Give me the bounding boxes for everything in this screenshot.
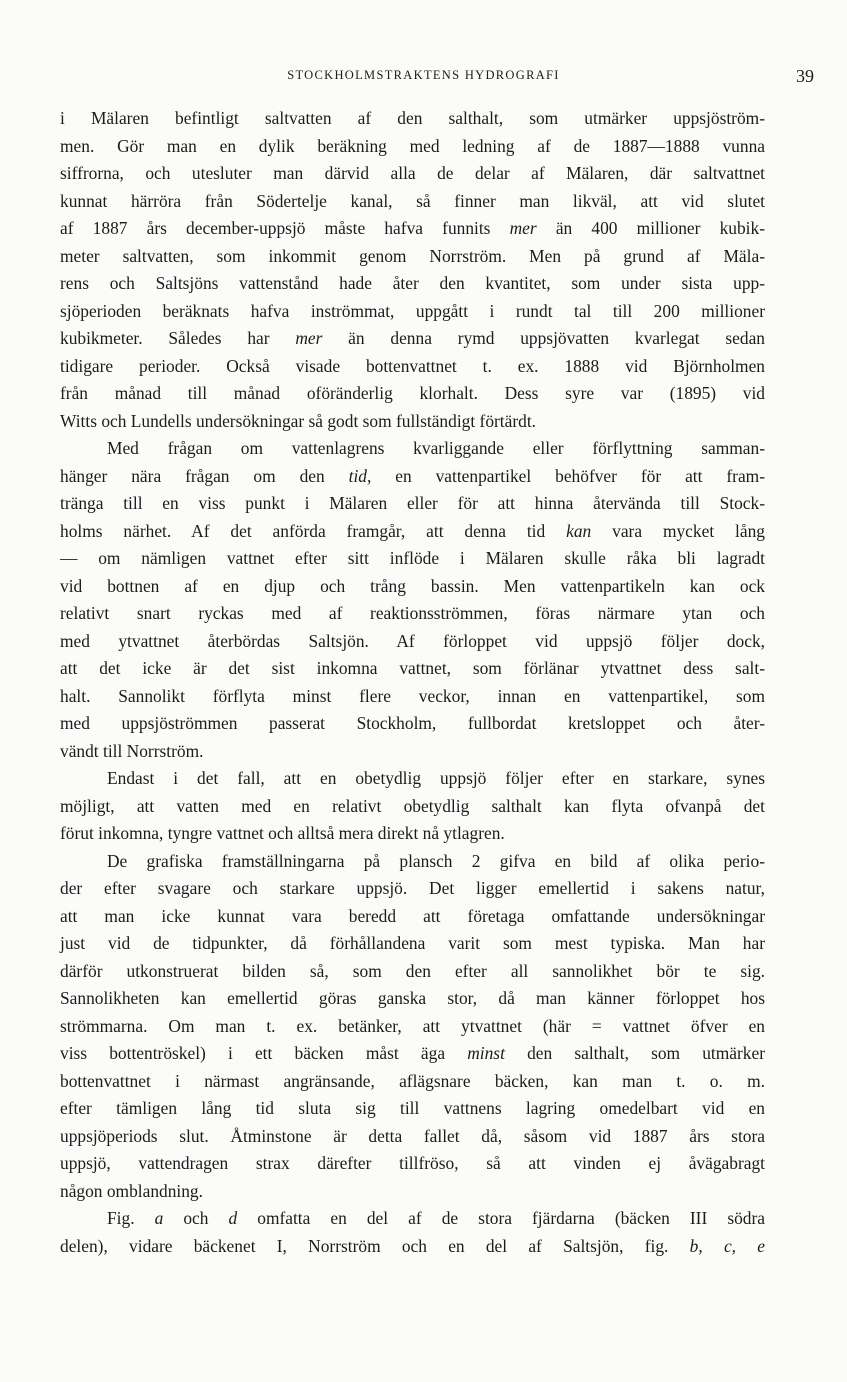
- text-line: [60, 683, 765, 711]
- text-line: [60, 545, 765, 573]
- italic-text: mer: [509, 218, 537, 238]
- text-line: [60, 875, 765, 903]
- text-segment: [736, 1236, 757, 1256]
- text-segment: hänger nära frågan om den: [60, 465, 349, 486]
- text-segment: meter saltvatten, som inkommit genom Norrström. Men på grund af Mäla-: [60, 245, 765, 266]
- text-line: [60, 160, 765, 188]
- text-segment: en vattenpartikel behöfver för att fram-: [371, 465, 765, 486]
- text-line: [60, 518, 765, 546]
- text-line: [60, 1150, 765, 1178]
- text-line: [60, 765, 765, 793]
- text-segment: Witts och Lundells undersökningar så godt som fullständigt förtärdt.: [60, 410, 537, 431]
- text-segment: [703, 1236, 724, 1256]
- text-segment: kunnat härröra från Södertelje kanal, så finner man likväl, att vid slutet: [60, 190, 765, 211]
- text-segment: förut inkomna, tyngre vattnet och alltså mera direkt nå ytlagren.: [60, 823, 505, 843]
- italic-text: tid,: [348, 465, 372, 486]
- italic-text: d: [228, 1208, 238, 1228]
- text-line: [60, 1205, 765, 1233]
- text-segment: bottenvattnet i närmast angränsande, aflägsnare bäcken, kan man t. o. m.: [60, 1070, 765, 1091]
- text-segment: vändt till Norrström.: [60, 740, 204, 761]
- text-segment: viss bottentröskel) i ett bäcken måst äga: [60, 1043, 468, 1063]
- italic-text: a: [154, 1208, 164, 1228]
- text-line: [60, 353, 765, 381]
- text-line: [60, 243, 765, 271]
- italic-text: c,: [723, 1235, 737, 1256]
- text-segment: — om nämligen vattnet efter sitt inflöde i Mälaren skulle råka bli lagradt: [60, 548, 765, 568]
- body-text: [60, 105, 765, 1260]
- text-segment: vid bottnen af en djup och trång bassin. Men vattenpartikeln kan ock: [60, 575, 765, 596]
- text-line: [60, 820, 765, 848]
- text-line: [60, 628, 765, 656]
- text-line: [60, 188, 765, 216]
- text-segment: och: [163, 1208, 229, 1228]
- text-line: [60, 1068, 765, 1096]
- italic-text: b,: [689, 1235, 703, 1256]
- text-segment: delen), vidare bäckenet I, Norrström och en del af Saltsjön, fig.: [60, 1235, 690, 1256]
- text-line: [60, 490, 765, 518]
- text-line: [60, 958, 765, 986]
- text-segment: Fig.: [107, 1208, 155, 1228]
- text-segment: holms närhet. Af det anförda framgår, att denna tid: [60, 520, 567, 541]
- text-segment: der efter svagare och starkare uppsjö. Det ligger emellertid i sakens natur,: [60, 878, 765, 898]
- text-line: [60, 463, 765, 491]
- text-segment: Sannolikheten kan emellertid göras ganska stor, då man känner förloppet hos: [60, 988, 765, 1008]
- italic-text: kan: [566, 520, 592, 541]
- text-segment: möjligt, att vatten med en relativt obetydlig salthalt kan flyta ofvanpå det: [60, 795, 765, 816]
- text-line: [60, 1123, 765, 1151]
- italic-text: e: [757, 1235, 765, 1256]
- text-segment: någon omblandning.: [60, 1180, 203, 1201]
- page-number: 39: [796, 66, 814, 86]
- text-line: [60, 1233, 765, 1261]
- text-line: [60, 1178, 765, 1206]
- text-segment: Endast i det fall, att en obetydlig uppsjö följer efter en starkare, synes: [107, 768, 765, 788]
- running-head: [60, 66, 814, 88]
- text-line: [60, 848, 765, 876]
- text-line: [60, 930, 765, 958]
- text-segment: uppsjö, vattendragen strax därefter tillfröso, så att vinden ej åvägabragt: [60, 1153, 765, 1173]
- text-segment: i Mälaren befintligt saltvatten af den salthalt, som utmärker uppsjöström-: [60, 108, 765, 128]
- text-segment: därför utkonstruerat bilden så, som den efter all sannolikhet bör te sig.: [60, 960, 765, 981]
- text-line: [60, 793, 765, 821]
- text-segment: strömmarna. Om man t. ex. betänker, att ytvattnet (här = vattnet öfver en: [60, 1015, 765, 1036]
- text-line: [60, 435, 765, 463]
- running-title: STOCKHOLMSTRAKTENS HYDROGRAFI: [287, 68, 560, 82]
- text-segment: af 1887 års december-uppsjö måste hafva funnits: [60, 218, 510, 238]
- text-line: [60, 298, 765, 326]
- text-line: [60, 380, 765, 408]
- text-segment: sjöperioden beräknats hafva inströmmat, uppgått i rundt tal till 200 millioner: [60, 300, 765, 321]
- text-line: [60, 1040, 765, 1068]
- text-segment: relativt snart ryckas med af reaktionsströmmen, föras närmare ytan och: [60, 603, 765, 623]
- italic-text: minst: [467, 1043, 505, 1063]
- text-line: [60, 408, 765, 436]
- text-segment: Med frågan om vattenlagrens kvarliggande eller förflyttning samman-: [107, 438, 765, 458]
- text-segment: uppsjöperiods slut. Åtminstone är detta fallet då, såsom vid 1887 års stora: [60, 1125, 765, 1146]
- text-line: [60, 1013, 765, 1041]
- text-segment: att man icke kunnat vara beredd att företaga omfattande undersökningar: [60, 905, 765, 926]
- text-line: [60, 655, 765, 683]
- text-line: [60, 1095, 765, 1123]
- text-segment: halt. Sannolikt förflyta minst flere veckor, innan en vattenpartikel, som: [60, 685, 765, 706]
- text-segment: kubikmeter. Således har: [60, 328, 296, 348]
- text-segment: vara mycket lång: [591, 520, 765, 541]
- text-line: [60, 270, 765, 298]
- text-line: [60, 105, 765, 133]
- text-line: [60, 738, 765, 766]
- text-segment: med uppsjöströmmen passerat Stockholm, fullbordat kretsloppet och åter-: [60, 713, 765, 733]
- text-segment: tränga till en viss punkt i Mälaren eller för att hinna återvända till Stock-: [60, 493, 765, 513]
- text-segment: efter tämligen lång tid sluta sig till vattnens lagring omedelbart vid en: [60, 1098, 765, 1118]
- text-segment: siffrorna, och utesluter man därvid alla de delar af Mälaren, där saltvattnet: [60, 163, 765, 183]
- text-segment: den salthalt, som utmärker: [504, 1043, 765, 1063]
- text-segment: omfatta en del af de stora fjärdarna (bäcken III södra: [237, 1208, 765, 1228]
- text-line: [60, 573, 765, 601]
- text-line: [60, 985, 765, 1013]
- text-segment: rens och Saltsjöns vattenstånd hade åter den kvantitet, som under sista upp-: [60, 273, 765, 293]
- text-line: [60, 325, 765, 353]
- text-line: [60, 710, 765, 738]
- text-segment: tidigare perioder. Också visade bottenvattnet t. ex. 1888 vid Björnholmen: [60, 355, 765, 376]
- text-line: [60, 215, 765, 243]
- text-segment: De grafiska framställningarna på plansch 2 gifva en bild af olika perio-: [107, 850, 765, 871]
- text-segment: att det icke är det sist inkomna vattnet, som förlänar ytvattnet dess salt-: [60, 658, 765, 678]
- text-line: [60, 903, 765, 931]
- text-line: [60, 133, 765, 161]
- text-line: [60, 600, 765, 628]
- text-segment: just vid de tidpunkter, då förhållandena varit som mest typiska. Man har: [60, 933, 765, 953]
- text-segment: med ytvattnet återbördas Saltsjön. Af förloppet vid uppsjö följer dock,: [60, 630, 765, 651]
- text-segment: men. Gör man en dylik beräkning med ledning af de 1887—1888 vunna: [60, 135, 765, 156]
- text-segment: än denna rymd uppsjövatten kvarlegat sedan: [322, 328, 765, 348]
- text-segment: än 400 millioner kubik-: [536, 218, 765, 238]
- italic-text: mer: [295, 328, 323, 348]
- text-segment: från månad till månad oföränderlig klorhalt. Dess syre var (1895) vid: [60, 383, 765, 403]
